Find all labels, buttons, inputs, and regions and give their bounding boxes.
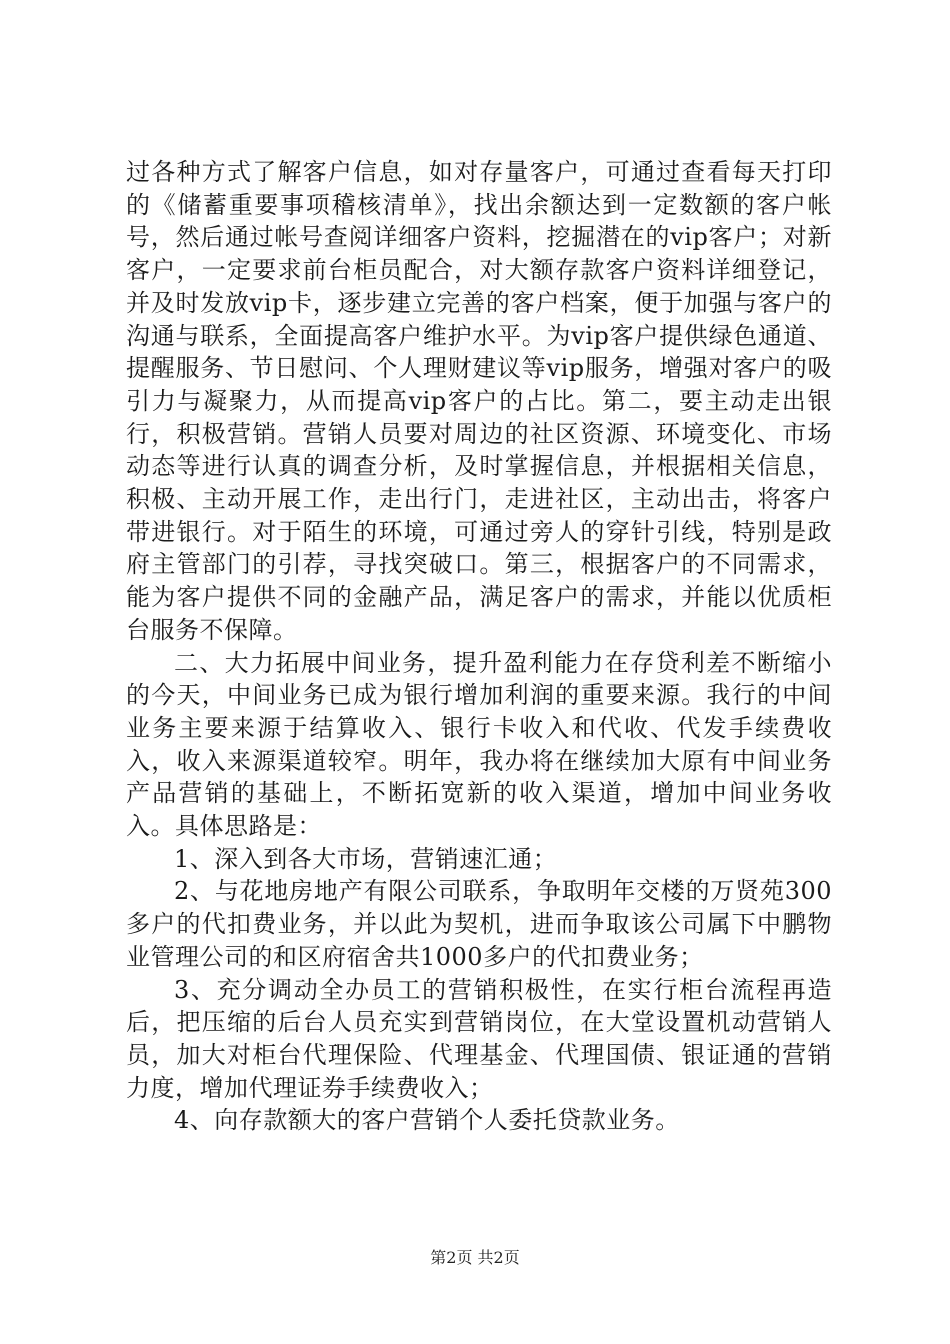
- page-footer: 第2页 共2页: [430, 1248, 520, 1267]
- paragraph-section-two: 二、大力拓展中间业务，提升盈利能力在存贷利差不断缩小的今天，中间业务已成为银行增加利润的重要来源。我行的中间业务主要来源于结算收入、银行卡收入和代收、代发手续费收入，收入来源渠道较窄。明年，我办将在继续加大原有中间业务产品营销的基础上，不断拓宽新的收入渠道，增加中间业务收入。具体思路是：: [126, 648, 832, 841]
- list-item-4: 4、向存款额大的客户营销个人委托贷款业务。: [174, 1106, 680, 1135]
- list-item-1: 1、深入到各大市场，营销速汇通；: [174, 844, 558, 873]
- list-item-2: 2、与花地房地产有限公司联系，争取明年交楼的万贤苑300多户的代扣费业务，并以此为契机，进而争取该公司属下中鹏物业管理公司的和区府宿舍共1000多户的代扣费业务；: [126, 877, 832, 971]
- paragraph-continuation: 过各种方式了解客户信息，如对存量客户，可通过查看每天打印的《储蓄重要事项稽核清单》，找出余额达到一定数额的客户帐号，然后通过帐号查阅详细客户资料，挖掘潜在的vip客户；对新客户，一定要求前台柜员配合，对大额存款客户资料详细登记，并及时发放vip卡，逐步建立完善的客户档案，便于加强与客户的沟通与联系，全面提高客户维护水平。为vip客户提供绿色通道、提醒服务、节日慰问、个人理财建议等vip服务，增强对客户的吸引力与凝聚力，从而提高vip客户的占比。第二，要主动走出银行，积极营销。营销人员要对周边的社区资源、环境变化、市场动态等进行认真的调查分析，及时掌握信息，并根据相关信息，积极、主动开展工作，走出行门，走进社区，主动出击，将客户带进银行。对于陌生的环境，可通过旁人的穿针引线，特别是政府主管部门的引荐，寻找突破口。第三，根据客户的不同需求，能为客户提供不同的金融产品，满足客户的需求，并能以优质柜台服务不保障。: [126, 158, 832, 644]
- list-item-3: 3、充分调动全办员工的营销积极性，在实行柜台流程再造后，把压缩的后台人员充实到营销岗位，在大堂设置机动营销人员，加大对柜台代理保险、代理基金、代理国债、银证通的营销力度，增加代理证券手续费收入；: [126, 975, 832, 1102]
- document-body: [126, 156, 832, 1137]
